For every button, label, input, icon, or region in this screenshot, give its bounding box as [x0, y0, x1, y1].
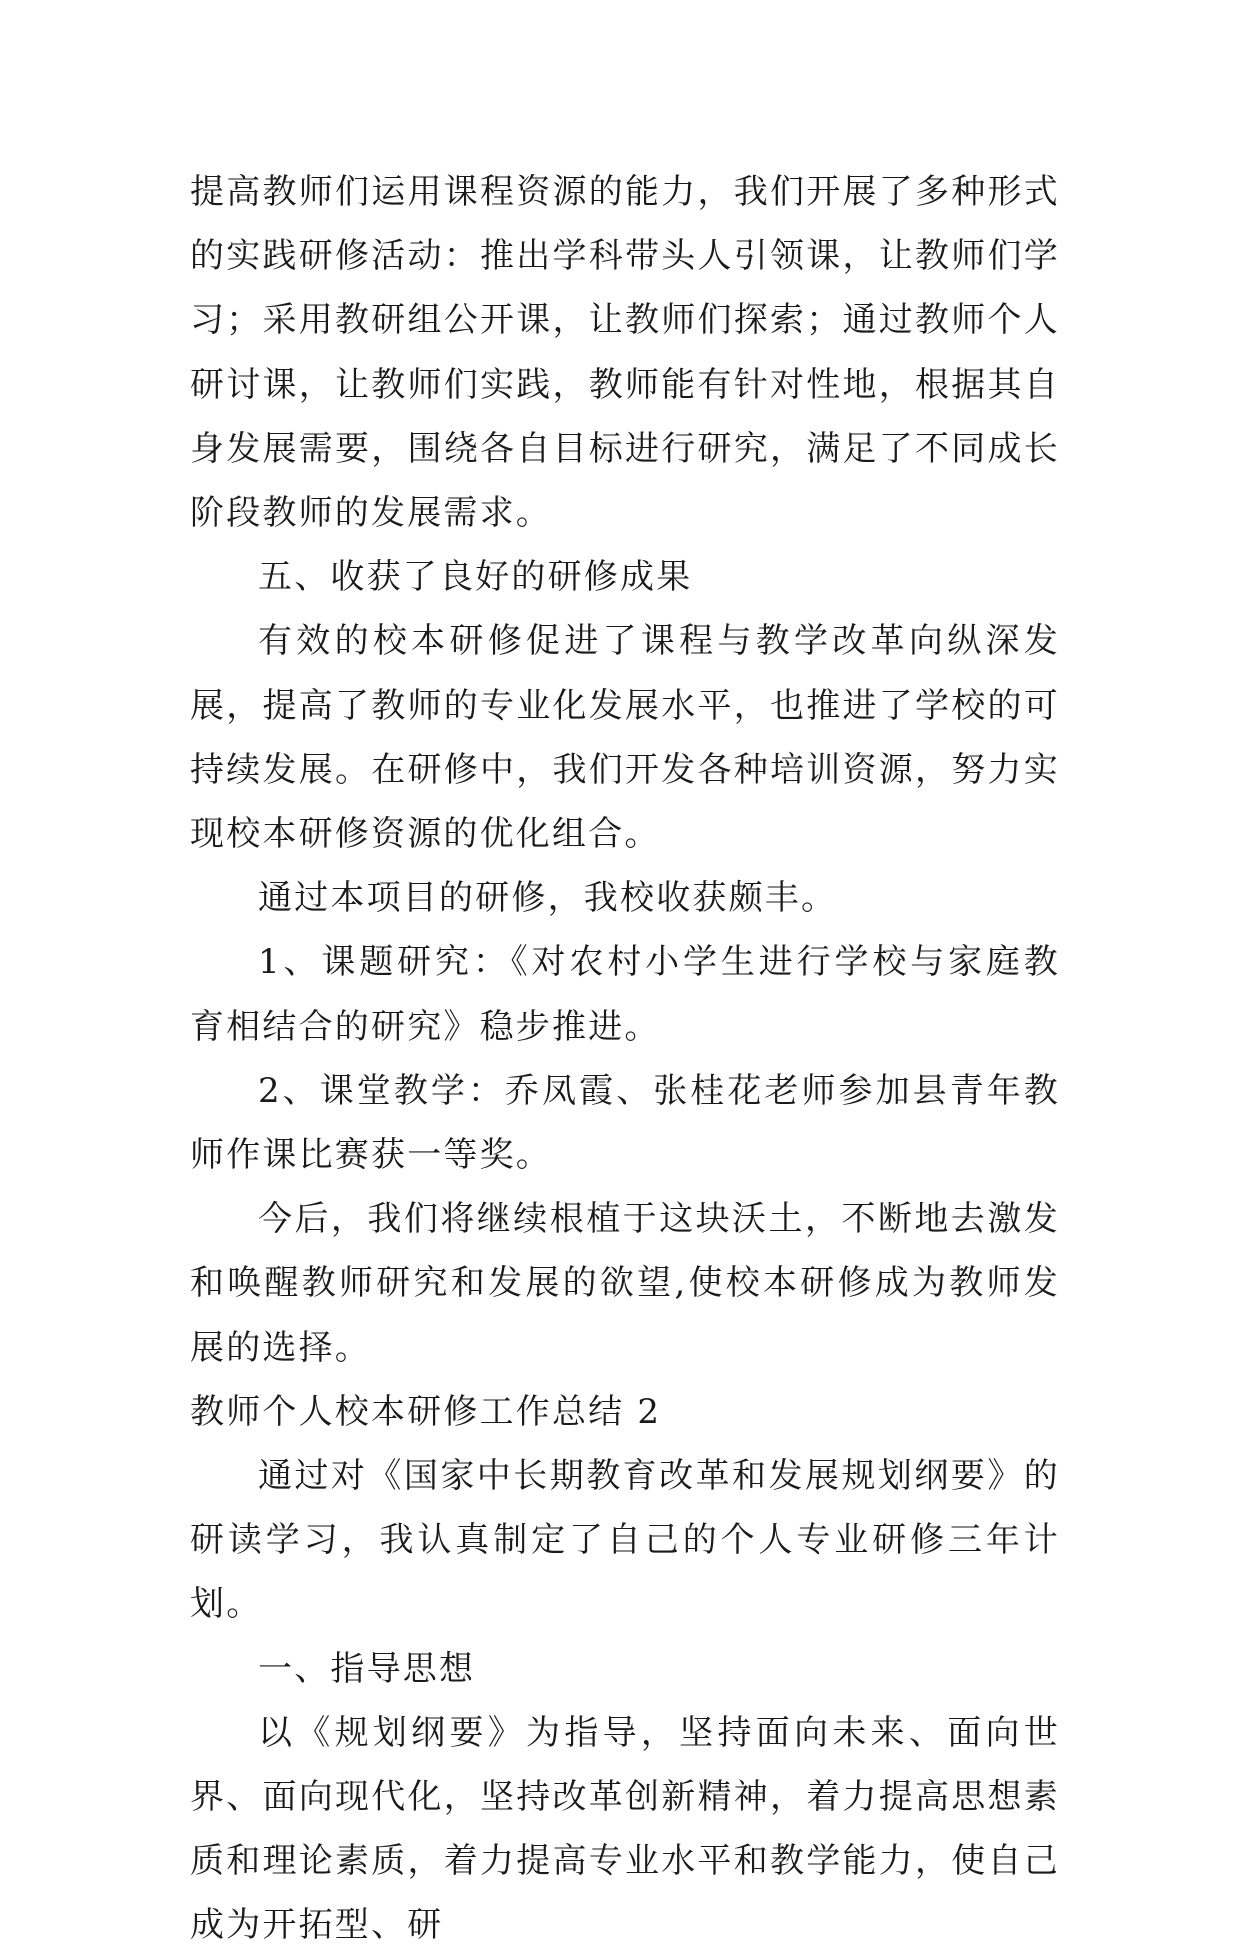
paragraph-harvest: 通过本项目的研修，我校收获颇丰。: [258, 878, 838, 919]
paragraph-effective-research: 有效的校本研修促进了课程与教学改革向纵深发展，提高了教师的专业化发展水平，也推进了学校的可持续发展。在研修中，我们开发各种培训资源，努力实现校本研修资源的优化组合。: [190, 621, 1060, 855]
heading-guiding-ideology: 一、指导思想: [258, 1648, 476, 1689]
heading-section-five: 五、收获了良好的研修成果: [258, 557, 693, 598]
list-item-research-topic: 1、课题研究：《对农村小学生进行学校与家庭教育相结合的研究》稳步推进。: [190, 942, 1060, 1047]
paragraph-plan-intro: 通过对《国家中长期教育改革和发展规划纲要》的研读学习，我认真制定了自己的个人专业研修三年计划。: [190, 1456, 1060, 1625]
document-body: [190, 160, 1060, 1958]
list-item-classroom-teaching: 2、课堂教学：乔凤霞、张桂花老师参加县青年教师作课比赛获一等奖。: [190, 1070, 1060, 1176]
paragraph-future: 今后，我们将继续根植于这块沃土，不断地去激发和唤醒教师研究和发展的欲望,使校本研修成为教师发展的选择。: [190, 1199, 1060, 1368]
paragraph-practice-activities: 提高教师们运用课程资源的能力，我们开展了多种形式的实践研修活动：推出学科带头人引领课，让教师们学习；采用教研组公开课，让教师们探索；通过教师个人研讨课，让教师们实践，教师能有针对性地，根据其自身发展需要，围绕各自目标进行研究，满足了不同成长阶段教师的发展需求。: [190, 172, 1060, 534]
paragraph-guiding-ideology: 以《规划纲要》为指导，坚持面向未来、面向世界、面向现代化，坚持改革创新精神，着力提高思想素质和理论素质，着力提高专业水平和教学能力，使自己成为开拓型、研: [190, 1712, 1060, 1946]
section-title-summary-2: 教师个人校本研修工作总结 2: [190, 1391, 662, 1432]
